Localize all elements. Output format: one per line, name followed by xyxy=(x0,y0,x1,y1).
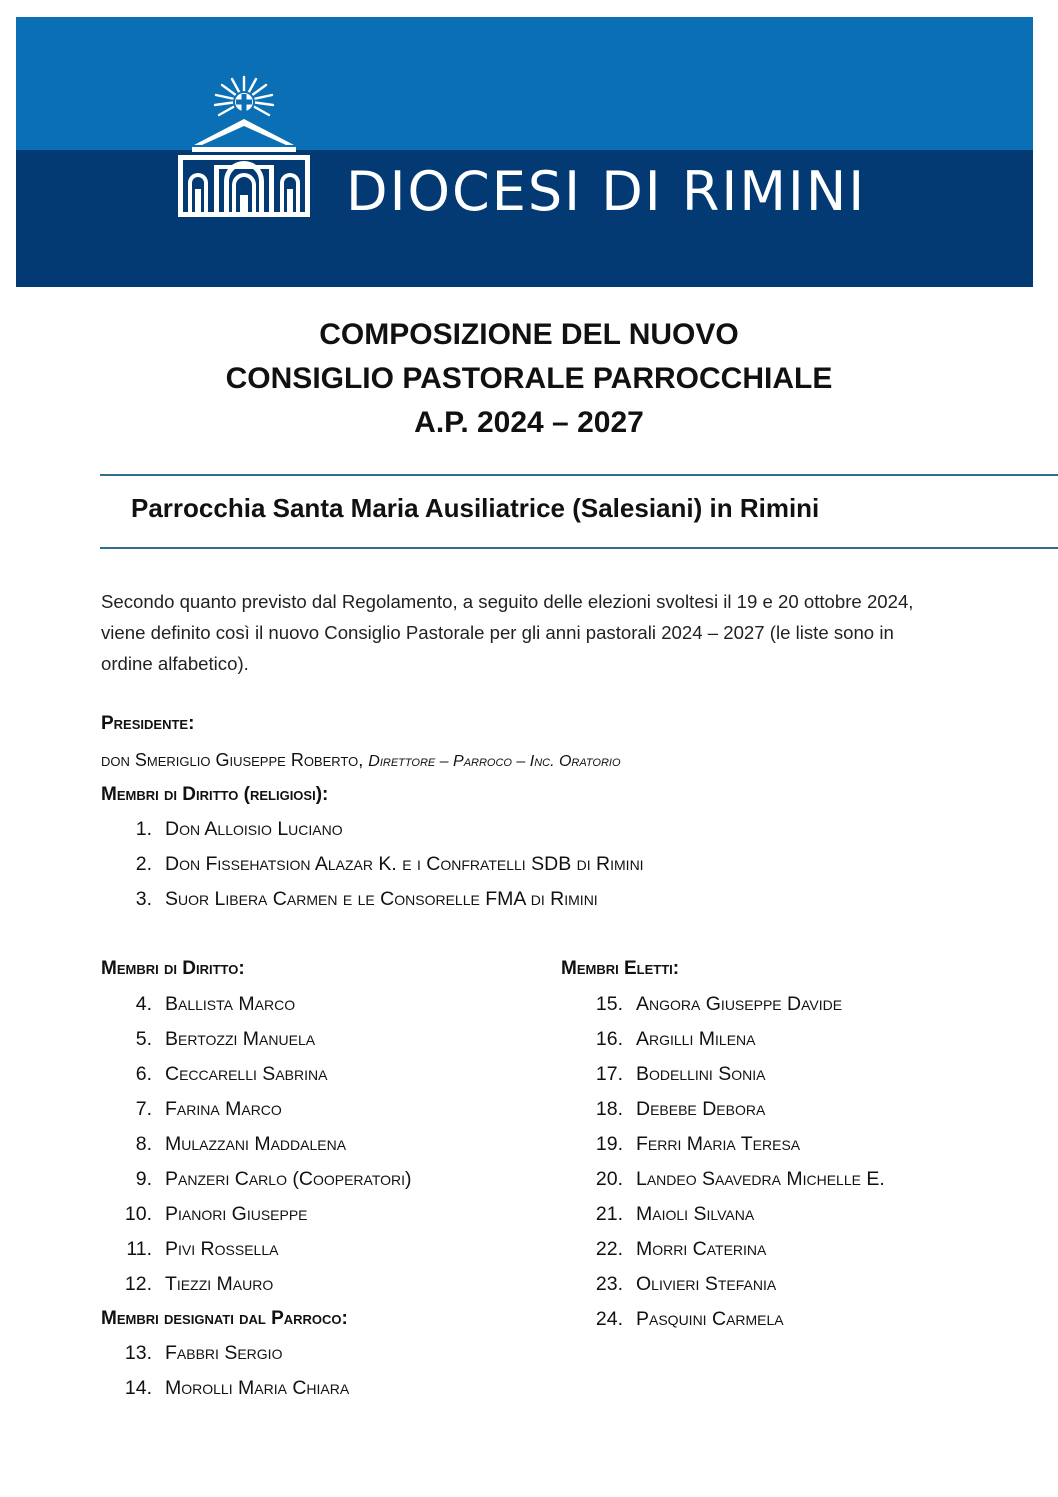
member-name: Olivieri Stefania xyxy=(636,1273,777,1295)
member-name: Ferri Maria Teresa xyxy=(636,1133,801,1155)
member-name: Morri Caterina xyxy=(636,1238,767,1260)
title-line: A.P. 2024 – 2027 xyxy=(414,406,644,439)
member-name: Pianori Giuseppe xyxy=(165,1203,308,1225)
item-number: 12. xyxy=(124,1273,152,1295)
member-name: Pivi Rossella xyxy=(165,1238,279,1260)
member-name: Don Alloisio Luciano xyxy=(165,818,343,840)
header-banner xyxy=(16,17,1033,287)
president-name: don Smeriglio Giuseppe Roberto, xyxy=(101,750,364,770)
title-line: CONSIGLIO PASTORALE PARROCCHIALE xyxy=(225,362,833,395)
president-entry xyxy=(101,750,621,771)
item-number: 9. xyxy=(135,1168,152,1190)
member-name: Fabbri Sergio xyxy=(165,1342,283,1364)
member-name: Mulazzani Maddalena xyxy=(165,1133,347,1155)
member-name: Landeo Saavedra Michelle E. xyxy=(636,1168,885,1190)
item-number: 3. xyxy=(135,888,152,910)
item-number: 1. xyxy=(135,818,152,840)
page-title xyxy=(0,313,1058,445)
designated-members-heading: Membri designati dal Parroco: xyxy=(101,1308,348,1329)
item-number: 11. xyxy=(126,1238,152,1260)
elected-members-heading: Membri Eletti: xyxy=(561,958,680,979)
item-number: 5. xyxy=(135,1028,152,1050)
president-heading: Presidente: xyxy=(101,713,195,734)
intro-line: ordine alfabetico). xyxy=(101,653,249,674)
banner-top-band xyxy=(16,17,1033,150)
intro-line: viene definito così il nuovo Consiglio Pastorale per gli anni pastorali 2024 – 2027 (le liste sono in xyxy=(101,622,894,643)
divider-bottom xyxy=(100,547,1058,549)
member-name: Ceccarelli Sabrina xyxy=(165,1063,328,1085)
member-name: Morolli Maria Chiara xyxy=(165,1377,350,1399)
member-name: Argilli Milena xyxy=(636,1028,756,1050)
diocese-brand-name: DIOCESI DI RIMINI xyxy=(346,160,867,223)
member-name: Don Fissehatsion Alazar K. e i Confratelli SDB di Rimini xyxy=(165,853,644,875)
member-name: Panzeri Carlo (Cooperatori) xyxy=(165,1168,412,1190)
item-number: 14. xyxy=(124,1377,152,1399)
member-name: Bertozzi Manuela xyxy=(165,1028,316,1050)
member-name: Farina Marco xyxy=(165,1098,282,1120)
item-number: 10. xyxy=(124,1203,152,1225)
item-number: 22. xyxy=(595,1238,623,1260)
item-number: 19. xyxy=(595,1133,623,1155)
member-name: Suor Libera Carmen e le Consorelle FMA di Rimini xyxy=(165,888,598,910)
item-number: 16. xyxy=(595,1028,623,1050)
president-label: Presidente xyxy=(101,713,189,734)
member-name: Debebe Debora xyxy=(636,1098,766,1120)
member-name: Tiezzi Mauro xyxy=(165,1273,274,1295)
item-number: 13. xyxy=(124,1342,152,1364)
title-line: COMPOSIZIONE DEL NUOVO xyxy=(319,318,739,351)
president-role: Direttore – Parroco – Inc. Oratorio xyxy=(368,753,621,770)
item-number: 2. xyxy=(135,853,152,875)
intro-line: Secondo quanto previsto dal Regolamento, a seguito delle elezioni svoltesi il 19 e 20 ottobre 2024, xyxy=(101,591,914,612)
item-number: 21. xyxy=(595,1203,623,1225)
member-name: Maioli Silvana xyxy=(636,1203,755,1225)
divider-top xyxy=(100,474,1058,476)
item-number: 6. xyxy=(135,1063,152,1085)
parish-name: Parrocchia Santa Maria Ausiliatrice (Salesiani) in Rimini xyxy=(131,493,820,523)
item-number: 4. xyxy=(135,993,152,1015)
item-number: 18. xyxy=(595,1098,623,1120)
item-number: 15. xyxy=(595,993,623,1015)
item-number: 17. xyxy=(595,1063,623,1085)
item-number: 23. xyxy=(595,1273,623,1295)
member-name: Ballista Marco xyxy=(165,993,296,1015)
member-name: Pasquini Carmela xyxy=(636,1308,784,1330)
item-number: 8. xyxy=(135,1133,152,1155)
member-name: Bodellini Sonia xyxy=(636,1063,766,1085)
intro-paragraph xyxy=(101,586,1001,679)
religious-members-heading: Membri di Diritto (religiosi): xyxy=(101,784,329,805)
item-number: 20. xyxy=(595,1168,623,1190)
church-facade-with-radiant-cross-icon xyxy=(174,73,314,223)
item-number: 24. xyxy=(595,1308,623,1330)
member-name: Angora Giuseppe Davide xyxy=(636,993,843,1015)
item-number: 7. xyxy=(135,1098,152,1120)
by-right-members-heading: Membri di Diritto: xyxy=(101,958,245,979)
